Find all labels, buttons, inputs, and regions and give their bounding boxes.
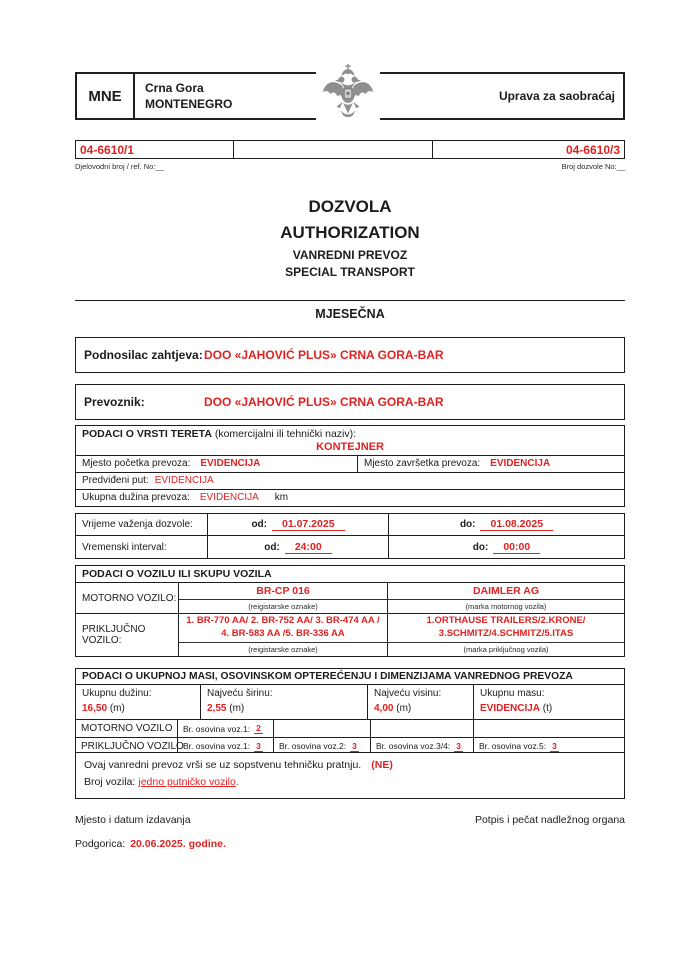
motor-plate-cell [179,583,388,613]
trailer-brand-value [388,614,624,643]
trailer-axle-3-4-value: 3 [456,740,461,751]
motor-axles-label: MOTORNO VOZILO [76,720,178,737]
doc-subtitle: VANREDNI PREVOZ [292,247,408,262]
country-name-local: Crna Gora [145,81,204,95]
transport-end [358,456,624,472]
applicant-value: DOO «JAHOVIĆ PLUS» CRNA GORA-BAR [204,348,444,362]
max-height-cell [368,685,474,719]
trailer-row [76,614,624,656]
interval-to-prefix: do: [472,541,489,553]
doc-title: DOZVOLA [308,197,392,216]
trailer-plate-line2: 4. BR-583 AA /5. BR-336 AA [221,627,345,639]
total-length-cell [76,685,201,719]
max-height-unit: (m) [396,702,412,714]
total-length-value: 16,50 [82,702,108,714]
max-width-value: 2,55 [207,702,227,714]
trailer-axle-1-value: 3 [256,740,261,751]
interval-from-cell [208,536,389,558]
footer-labels [75,814,625,826]
motor-brand-cell [388,583,624,613]
trailer-axles-label: PRIKLJUČNO VOZILO [76,738,178,754]
motor-brand-caption: (marka motornog vozila) [465,602,547,612]
motor-plate-value: BR-CP 016 [179,583,387,600]
total-length-label: Ukupnu dužinu: [82,688,152,699]
carrier-value: DOO «JAHOVIĆ PLUS» CRNA GORA-BAR [204,395,444,409]
ref-empty-cell [234,141,433,158]
interval-from-prefix: od: [264,541,280,553]
total-mass-label: Ukupnu masu: [480,688,545,699]
escort-answer: (NE) [371,759,393,771]
transport-end-value: EVIDENCIJA [490,458,551,469]
cargo-section-header [76,426,624,456]
motor-axles-row [76,720,624,737]
divider-rule [75,300,625,301]
trailer-brand-line1: 1.ORTHAUSE TRAILERS/2.KRONE/ [426,615,586,627]
trailer-brand-cell [388,614,624,656]
permit-number-cell: 04-6610/3 [565,142,620,157]
motor-axle-empty-2 [371,720,474,737]
distance-label: Ukupna dužina prevoza: [82,492,190,503]
trailer-axle-3-4-label: Br. osovina voz.3/4: [376,741,451,751]
cargo-section [75,425,625,507]
valid-to-cell [389,514,624,536]
trailer-axle-2-label: Br. osovina voz.2: [279,741,347,751]
vehicle-section-title: PODACI O VOZILU ILI SKUPU VOZILA [76,566,624,583]
trailer-plate-line1: 1. BR-770 AA/ 2. BR-752 AA/ 3. BR-474 AA / [186,615,380,627]
escort-statement: Ovaj vanredni prevoz vrši se uz sopstvenu tehničku pratnju. [84,759,362,771]
distance-row [76,490,624,506]
escort-vehicles-suffix: . [235,775,239,788]
total-length-unit: (m) [109,702,125,714]
escort-line1 [84,757,616,774]
applicant-label: Podnosilac zahtjeva: [84,348,203,362]
distance-unit: km [274,492,289,503]
reference-captions [75,162,625,171]
cargo-name: KONTEJNER [316,441,384,453]
trailer-axle-1-label: Br. osovina voz.1: [183,741,251,751]
trailer-plate-caption: (reigistarske oznake) [248,644,318,654]
interval-from-value: 24:00 [285,541,332,554]
motor-vehicle-label: MOTORNO VOZILO: [76,583,179,613]
validity-table [75,513,625,559]
motor-axle-empty-3 [474,720,624,737]
country-name-en: MONTENEGRO [145,96,233,111]
escort-line2 [84,774,616,791]
interval-to-cell [389,536,624,558]
trailer-axle-5-label: Br. osovina voz.5: [479,741,547,751]
max-width-label: Najveću širinu: [207,688,273,699]
dimensions-section [75,668,625,755]
trailer-plate-value [179,614,387,643]
motor-axle-1-label: Br. osovina voz.1: [183,723,251,734]
total-mass-unit: (t) [542,702,553,714]
transport-start-label: Mjesto početka prevoza: [82,458,191,469]
double-headed-eagle-icon [321,64,375,132]
carrier-row [75,384,625,420]
issue-place-label: Mjesto i datum izdavanja [75,814,191,826]
transport-end-label: Mjesto završetka prevoza: [364,458,481,469]
total-mass-cell [474,685,624,719]
issue-date: 20.06.2025. godine. [130,838,226,850]
dimensions-section-title: PODACI O UKUPNOJ MASI, OSOVINSKOM OPTEREĆENJU I DIMENZIJAMA VANREDNOG PREVOZA [76,669,624,685]
max-width-cell [201,685,368,719]
escort-vehicles-value: jedno putničko vozilo [138,775,236,788]
dimensions-values-row [76,685,624,720]
interval-to-value: 00:00 [493,541,540,554]
interval-label: Vremenski interval: [76,536,208,558]
route-value: EVIDENCIJA [154,475,214,486]
footer-date-line [75,838,625,850]
total-mass-value: EVIDENCIJA [480,702,541,714]
motor-axle-1-value: 2 [256,723,261,733]
trailer-axle-2-value: 3 [352,740,357,751]
distance-value: EVIDENCIJA [199,492,259,503]
applicant-row [75,337,625,373]
transport-start [76,456,358,472]
trailer-plate-cell [179,614,388,656]
motor-vehicle-row [76,583,624,614]
cargo-start-end-row [76,456,624,473]
trailer-label: PRIKLJUČNO VOZILO: [76,614,179,656]
carrier-label: Prevoznik: [84,395,145,409]
reference-table [75,140,625,159]
issue-place: Podgorica: [75,838,126,850]
escort-vehicles-label: Broj vozila: [84,775,136,788]
motor-brand-value: DAIMLER AG [388,583,624,600]
cargo-section-title-suffix: (komercijalni ili tehnički naziv): [211,428,357,440]
doc-subtitle-en: SPECIAL TRANSPORT [285,265,415,280]
signature-label: Potpis i pečat nadležnog organa [474,814,625,826]
trailer-brand-caption: (marka priključnog vozila) [463,644,549,654]
permit-number-caption: Broj dozvole No:__ [561,162,625,171]
max-height-label: Najveću visinu: [374,688,442,699]
doc-title-en: AUTHORIZATION [280,223,420,243]
validity-period-label: Vrijeme važenja dozvole: [76,514,208,536]
transport-start-value: EVIDENCIJA [200,458,261,469]
valid-from-cell [208,514,389,536]
vehicle-section [75,565,625,657]
motor-plate-caption: (reigistarske oznake) [248,602,318,612]
route-row [76,473,624,490]
motor-axle-1 [178,720,274,737]
authority-name: Uprava za saobraćaj [498,89,615,103]
escort-section [75,752,625,799]
valid-from-prefix: od: [251,519,267,530]
period-type: MJESEČNA [315,307,385,321]
title-block [75,194,625,281]
country-name [135,74,232,118]
country-code: MNE [77,74,135,118]
coat-of-arms-icon [316,62,380,134]
cargo-section-title: PODACI O VRSTI TERETA [82,428,212,440]
trailer-brand-line2: 3.SCHMITZ/4.SCHMITZ/5.ITAS [438,627,574,639]
max-width-unit: (m) [229,702,245,714]
trailer-axle-5-value: 3 [552,740,557,751]
valid-to-prefix: do: [459,519,476,530]
valid-from-value: 01.07.2025 [272,518,345,531]
ref-number-caption: Djelovodni broj / ref. No:__ [75,162,164,171]
max-height-value: 4,00 [374,702,394,714]
route-label: Predviđeni put: [82,475,149,486]
motor-axle-empty-1 [274,720,371,737]
valid-to-value: 01.08.2025 [480,518,553,531]
ref-number-cell: 04-6610/1 [76,141,234,158]
